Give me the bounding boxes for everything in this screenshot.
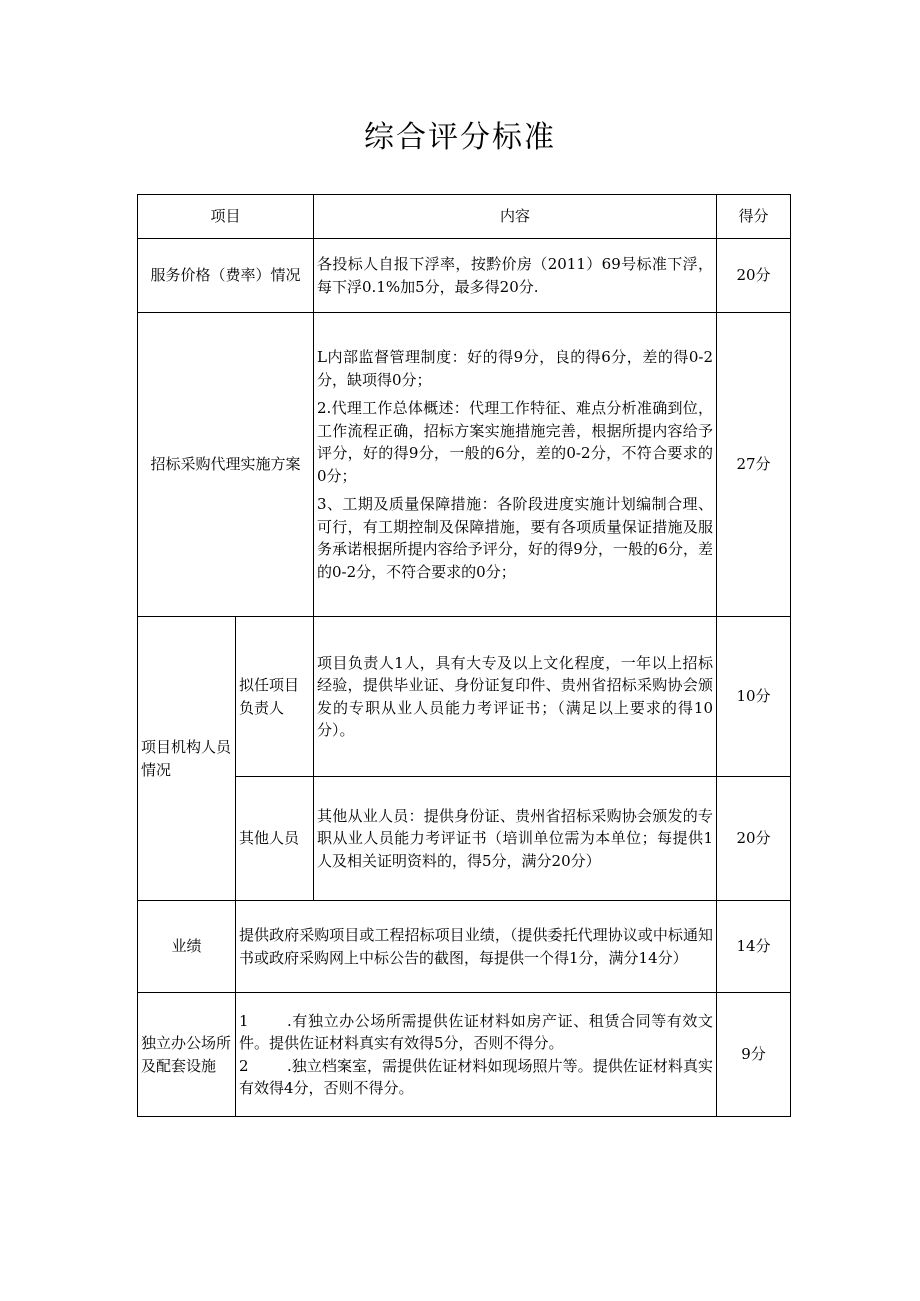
row-subitem: 其他人员 — [236, 777, 314, 901]
page-title: 综合评分标准 — [364, 120, 556, 155]
row-item: 业绩 — [138, 901, 236, 993]
row-score: 20分 — [717, 777, 791, 901]
row-content: 各投标人自报下浮率，按黔价房（2011）69号标准下浮，每下浮0.1%加5分，最多得20分. — [314, 239, 717, 313]
row-content — [236, 993, 717, 1117]
content-paragraph: 3、工期及质量保障措施：各阶段进度实施计划编制合理、可行，有工期控制及保障措施，要有各项质量保证措施及服务承诺根据所提内容给予评分，好的得9分，一般的6分，差的0-2分，不符合要求的0分； — [317, 495, 714, 581]
item-text: .有独立办公场所需提供佐证材料如房产证、租赁合同等有效文件。提供佐证材料真实有效得5分，否则不得分。 — [239, 1011, 714, 1052]
content-numbered-item — [239, 1010, 713, 1055]
row-item: 项目机构人员情况 — [138, 617, 236, 901]
row-content: 其他从业人员：提供身份证、贵州省招标采购协会颁发的专职从业人员能力考评证书（培训单位需为本单位；每提供1人及相关证明资料的，得5分，满分20分） — [314, 777, 717, 901]
item-number: 2 — [239, 1056, 249, 1075]
table-row — [138, 993, 791, 1117]
table-row — [138, 901, 791, 993]
table-row — [138, 313, 791, 617]
row-content — [314, 313, 717, 617]
row-item: 招标采购代理实施方案 — [138, 313, 314, 617]
row-score: 20分 — [717, 239, 791, 313]
row-content: 项目负责人1人，具有大专及以上文化程度，一年以上招标经验，提供毕业证、身份证复印件、贵州省招标采购协会颁发的专职从业人员能力考评证书；（满足以上要求的得10分）。 — [314, 617, 717, 777]
table-row — [138, 617, 791, 777]
content-paragraph: 2.代理工作总体概述：代理工作特征、难点分析准确到位，工作流程正确，招标方案实施措施完善，根据所提内容给予评分，好的得9分，一般的6分，差的0-2分，不符合要求的0分； — [317, 399, 714, 485]
scoring-table — [137, 194, 791, 1117]
item-text: .独立档案室，需提供佐证材料如现场照片等。提供佐证材料真实有效得4分，否则不得分。 — [239, 1056, 714, 1097]
row-score: 10分 — [717, 617, 791, 777]
content-numbered-item — [239, 1055, 713, 1100]
table-row — [138, 239, 791, 313]
row-score: 9分 — [717, 993, 791, 1117]
row-item: 服务价格（费率）情况 — [138, 239, 314, 313]
content-paragraph: L内部监督管理制度：好的得9分，良的得6分，差的得0-2分，缺项得0分； — [317, 348, 714, 389]
header-item: 项目 — [138, 195, 314, 239]
row-score: 27分 — [717, 313, 791, 617]
item-number: 1 — [239, 1011, 249, 1030]
row-score: 14分 — [717, 901, 791, 993]
table-header-row — [138, 195, 791, 239]
row-item: 独立办公场所及配套设施 — [138, 993, 236, 1117]
row-content: 提供政府采购项目或工程招标项目业绩，（提供委托代理协议或中标通知书或政府采购网上中标公告的截图，每提供一个得1分，满分14分） — [236, 901, 717, 993]
row-subitem: 拟任项目负责人 — [236, 617, 314, 777]
table-row — [138, 777, 791, 901]
header-content: 内容 — [314, 195, 717, 239]
header-score: 得分 — [717, 195, 791, 239]
